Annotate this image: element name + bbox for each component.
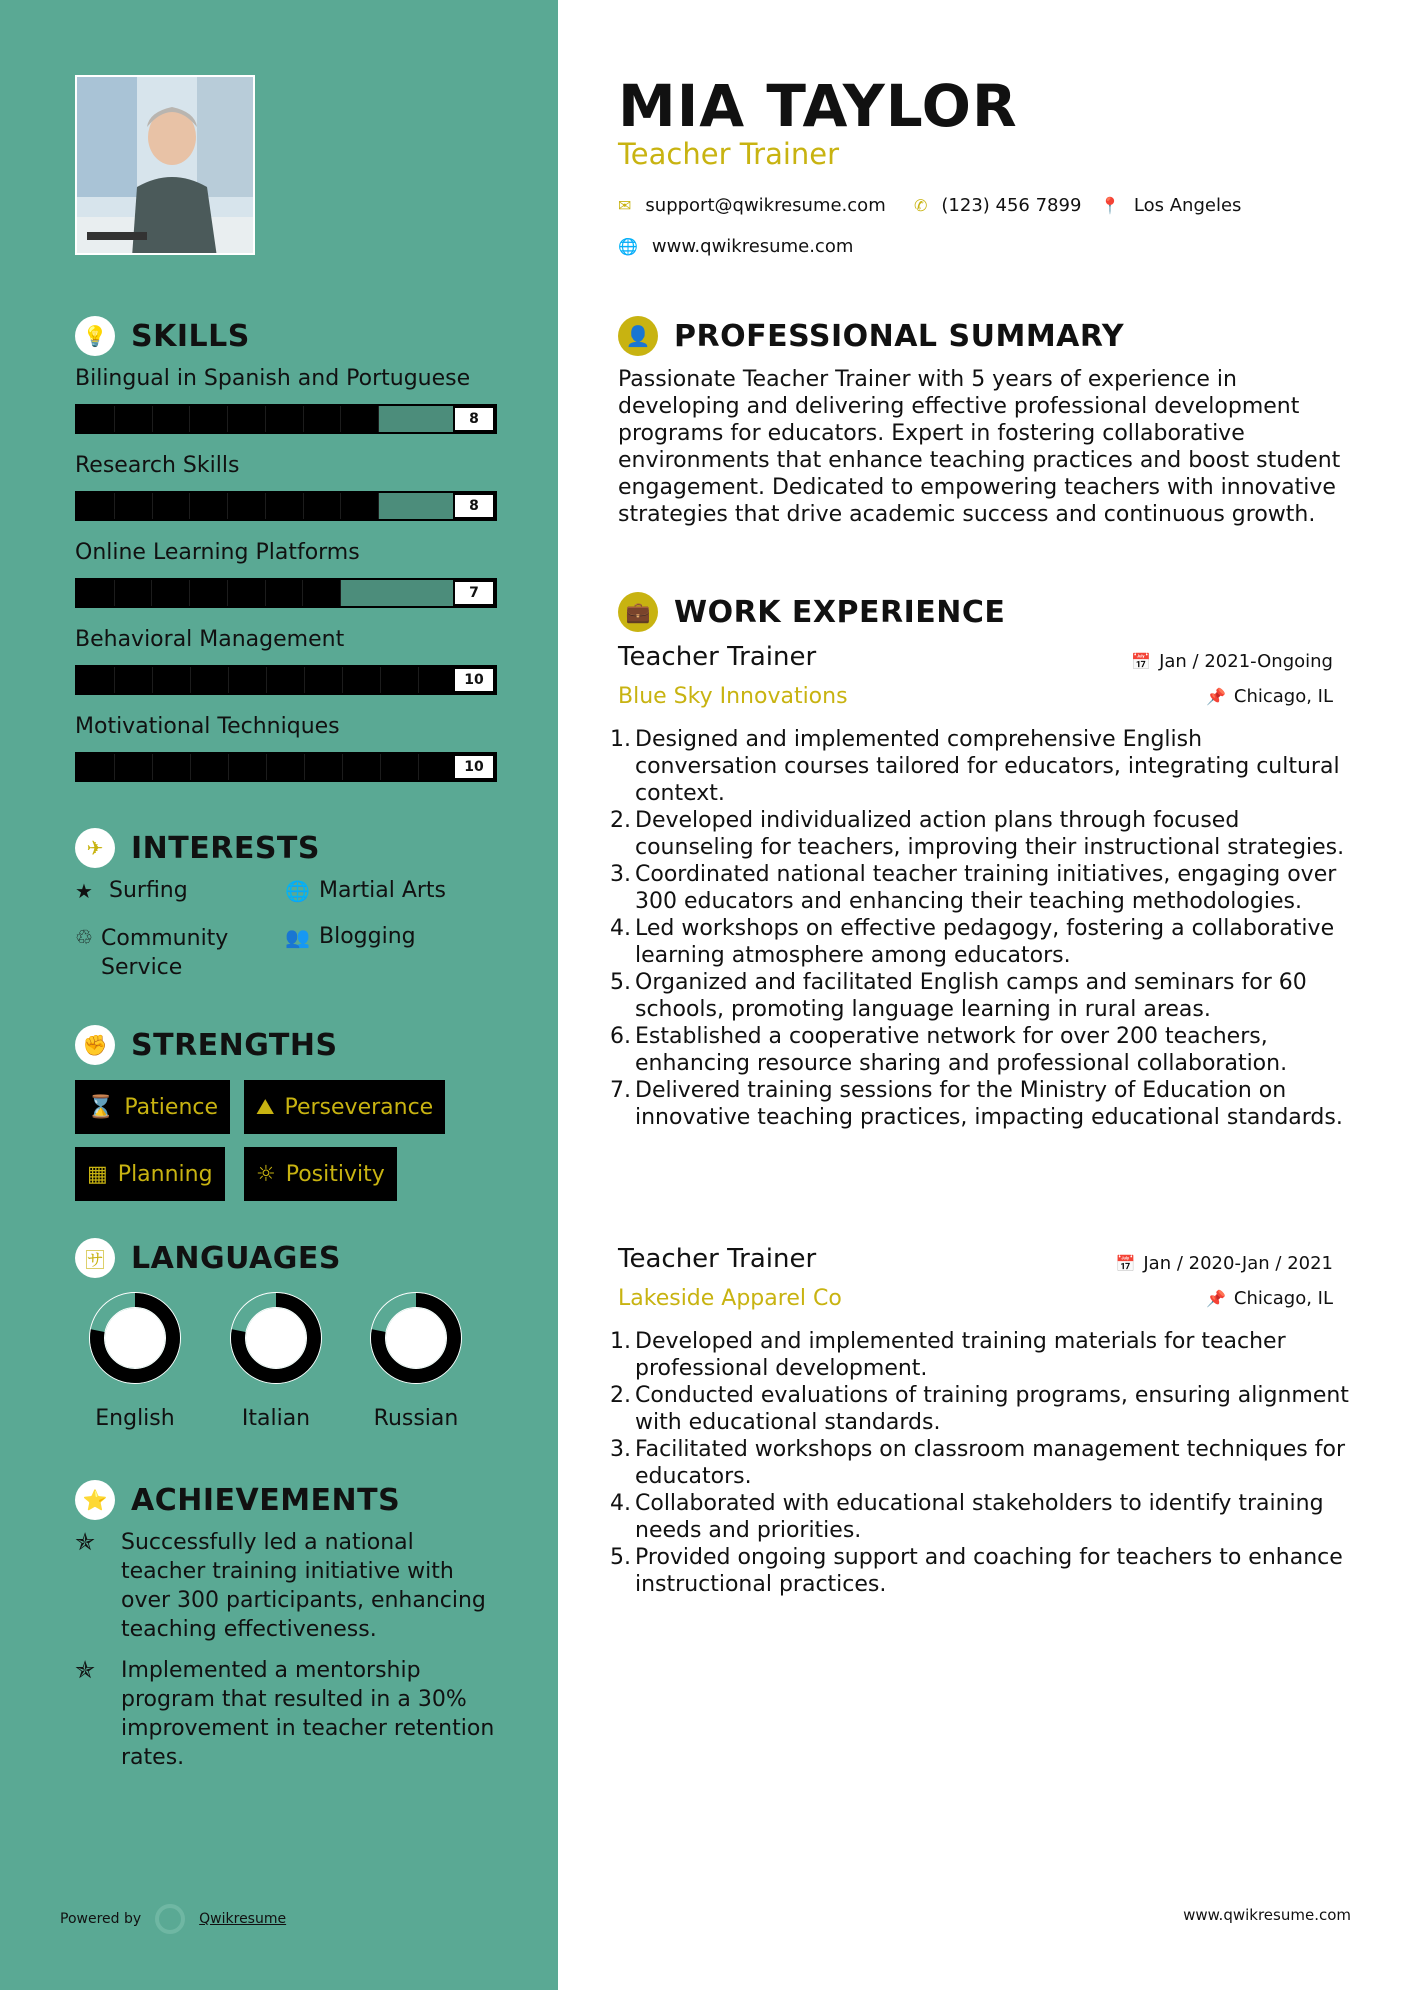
pin-icon: 📌 bbox=[1205, 1289, 1226, 1308]
experience-title: WORK EXPERIENCE bbox=[674, 594, 1006, 630]
job-company: Blue Sky Innovations bbox=[618, 684, 848, 709]
job-company: Lakeside Apparel Co bbox=[618, 1286, 842, 1311]
trophy-star-icon: ⭐ bbox=[75, 1480, 115, 1520]
lightbulb-icon: 💡 bbox=[75, 316, 115, 356]
achievements-title: ACHIEVEMENTS bbox=[131, 1482, 401, 1518]
list-item: 1. Designed and implemented comprehensive English conversation courses tailored for educators, integrating cultural context. bbox=[610, 727, 1340, 806]
languages-title: LANGUAGES bbox=[131, 1240, 341, 1276]
language-level-ring bbox=[370, 1292, 462, 1384]
interests-title: INTERESTS bbox=[131, 830, 320, 866]
envelope-icon: ✉ bbox=[618, 196, 632, 215]
list-item: 4. Led workshops on effective pedagogy, fostering a collaborative learning atmosphere among educators. bbox=[610, 916, 1335, 968]
strengths-header bbox=[75, 1025, 338, 1065]
hands-icon: ♲ bbox=[75, 925, 93, 949]
achievement-item: ✯ Successfully led a national teacher training initiative with over 300 participants, enhancing teaching effectiveness. bbox=[75, 1528, 486, 1642]
list-item: 1. Developed and implemented training materials for teacher professional development. bbox=[610, 1329, 1286, 1381]
list-item: 7. Delivered training sessions for the Ministry of Education on innovative teaching practices, impacting educational standards. bbox=[610, 1078, 1343, 1130]
skill-level: 7 bbox=[453, 580, 495, 606]
interest-item: 👥 Blogging bbox=[285, 924, 416, 949]
skill-level: 10 bbox=[453, 667, 495, 693]
language-label: Italian bbox=[241, 1406, 311, 1431]
summary-header bbox=[618, 316, 1124, 356]
skills-header bbox=[75, 316, 250, 356]
briefcase-icon: 💼 bbox=[618, 592, 658, 632]
interest-item: ★ Surfing bbox=[75, 878, 188, 903]
hourglass-icon: ⌛ bbox=[87, 1094, 115, 1120]
hiking-icon: ⛰ bbox=[256, 1094, 275, 1120]
list-item: 5. Provided ongoing support and coaching for teachers to enhance instructional practices. bbox=[610, 1545, 1343, 1597]
footer-website[interactable]: www.qwikresume.com bbox=[1183, 1906, 1351, 1924]
users-icon: 👥 bbox=[285, 925, 310, 949]
job-location: 📌 Chicago, IL bbox=[1205, 1288, 1333, 1309]
calendar-icon: 📅 bbox=[1115, 1254, 1136, 1273]
job-title: Teacher Trainer bbox=[618, 642, 817, 672]
list-item: 5. Organized and facilitated English camps and seminars for 60 schools, promoting language learning in rural areas. bbox=[610, 970, 1307, 1022]
star-icon: ★ bbox=[75, 879, 93, 903]
skill-bar bbox=[75, 752, 497, 782]
list-item: 3. Coordinated national teacher training initiatives, engaging over 300 educators and enhancing their teaching methodologies. bbox=[610, 862, 1337, 914]
skill-bar bbox=[75, 578, 497, 608]
map-pin-icon: 📍 bbox=[1100, 196, 1120, 215]
skill-label: Research Skills bbox=[75, 453, 240, 478]
skill-label: Behavioral Management bbox=[75, 627, 345, 652]
list-item: 6. Established a cooperative network for over 200 teachers, enhancing resource sharing and professional collaboration. bbox=[610, 1024, 1288, 1076]
languages-header bbox=[75, 1238, 341, 1278]
job-title: Teacher Trainer bbox=[618, 1244, 817, 1274]
candidate-role: Teacher Trainer bbox=[618, 137, 840, 171]
paper-plane-icon: ✈ bbox=[75, 828, 115, 868]
globe-icon: 🌐 bbox=[618, 237, 638, 256]
phone-contact[interactable]: ✆ (123) 456 7899 bbox=[914, 195, 1082, 216]
powered-by: Powered by Qwikresume bbox=[60, 1904, 286, 1934]
strength-badge: ▦ Planning bbox=[75, 1147, 225, 1201]
list-item: 2. Conducted evaluations of training programs, ensuring alignment with educational standards. bbox=[610, 1383, 1349, 1435]
ring-center bbox=[105, 1308, 165, 1368]
sun-icon: ☼ bbox=[256, 1161, 276, 1187]
ring-center bbox=[246, 1308, 306, 1368]
skill-label: Bilingual in Spanish and Portuguese bbox=[75, 366, 471, 391]
language-label: English bbox=[95, 1406, 175, 1431]
list-item: 3. Facilitated workshops on classroom management techniques for educators. bbox=[610, 1437, 1345, 1489]
strength-badge: ⛰ Perseverance bbox=[244, 1080, 445, 1134]
interests-header bbox=[75, 828, 320, 868]
sidebar bbox=[0, 0, 558, 1990]
list-item: 4. Collaborated with educational stakeholders to identify training needs and priorities. bbox=[610, 1491, 1324, 1543]
star-burst-icon: ✯ bbox=[75, 1528, 96, 1556]
fist-icon: ✊ bbox=[75, 1025, 115, 1065]
ring-center bbox=[386, 1308, 446, 1368]
interest-item: ♲ Community Service bbox=[75, 925, 229, 980]
calendar-icon: ▦ bbox=[87, 1161, 108, 1187]
achievement-item: ✯ Implemented a mentorship program that resulted in a 30% improvement in teacher retention rates. bbox=[75, 1656, 495, 1770]
skill-label: Motivational Techniques bbox=[75, 714, 340, 739]
language-level-ring bbox=[89, 1292, 181, 1384]
skill-bar bbox=[75, 404, 497, 434]
skill-label: Online Learning Platforms bbox=[75, 540, 360, 565]
job-responsibilities bbox=[610, 726, 1350, 1131]
achievements-header bbox=[75, 1480, 400, 1520]
globe-icon: 🌐 bbox=[285, 879, 310, 903]
star-burst-icon: ✯ bbox=[75, 1656, 96, 1684]
job-responsibilities bbox=[610, 1328, 1350, 1598]
interest-item: 🌐 Martial Arts bbox=[285, 878, 447, 903]
experience-header bbox=[618, 592, 1005, 632]
email-contact[interactable]: ✉ support@qwikresume.com bbox=[618, 195, 886, 216]
skill-level: 10 bbox=[453, 754, 495, 780]
skill-level: 8 bbox=[453, 493, 495, 519]
qwikresume-logo-icon bbox=[155, 1904, 185, 1934]
job-date: 📅 Jan / 2021-Ongoing bbox=[1131, 651, 1333, 672]
user-icon: 👤 bbox=[618, 316, 658, 356]
candidate-name: MIA TAYLOR bbox=[618, 72, 1018, 140]
phone-icon: ✆ bbox=[914, 196, 928, 215]
website-contact[interactable]: 🌐 www.qwikresume.com bbox=[618, 236, 854, 257]
strength-badge: ☼ Positivity bbox=[244, 1147, 397, 1201]
strengths-title: STRENGTHS bbox=[131, 1027, 338, 1063]
skill-bar bbox=[75, 665, 497, 695]
summary-title: PROFESSIONAL SUMMARY bbox=[674, 318, 1125, 354]
language-label: Russian bbox=[373, 1406, 459, 1431]
language-icon: 🈂 bbox=[75, 1238, 115, 1278]
calendar-icon: 📅 bbox=[1131, 652, 1152, 671]
list-item: 2. Developed individualized action plans through focused counseling for teachers, improving their instructional strategies. bbox=[610, 808, 1345, 860]
skills-title: SKILLS bbox=[131, 318, 250, 354]
qwikresume-link[interactable]: Qwikresume bbox=[199, 1911, 287, 1927]
profile-photo bbox=[75, 75, 255, 255]
skill-level: 8 bbox=[453, 406, 495, 432]
location-contact: 📍 Los Angeles bbox=[1100, 195, 1242, 216]
language-level-ring bbox=[230, 1292, 322, 1384]
skill-bar bbox=[75, 491, 497, 521]
job-date: 📅 Jan / 2020-Jan / 2021 bbox=[1115, 1253, 1333, 1274]
job-location: 📌 Chicago, IL bbox=[1205, 686, 1333, 707]
pin-icon: 📌 bbox=[1205, 687, 1226, 706]
summary-text: Passionate Teacher Trainer with 5 years of experience in developing and delivering effective professional development programs for educators. Expert in fostering collaborative environments that enhance teaching practices and boost student engagement. Dedicated to empowering teachers with innovative strategies that drive academic success and continuous growth. bbox=[618, 367, 1341, 527]
strength-badge: ⌛ Patience bbox=[75, 1080, 230, 1134]
